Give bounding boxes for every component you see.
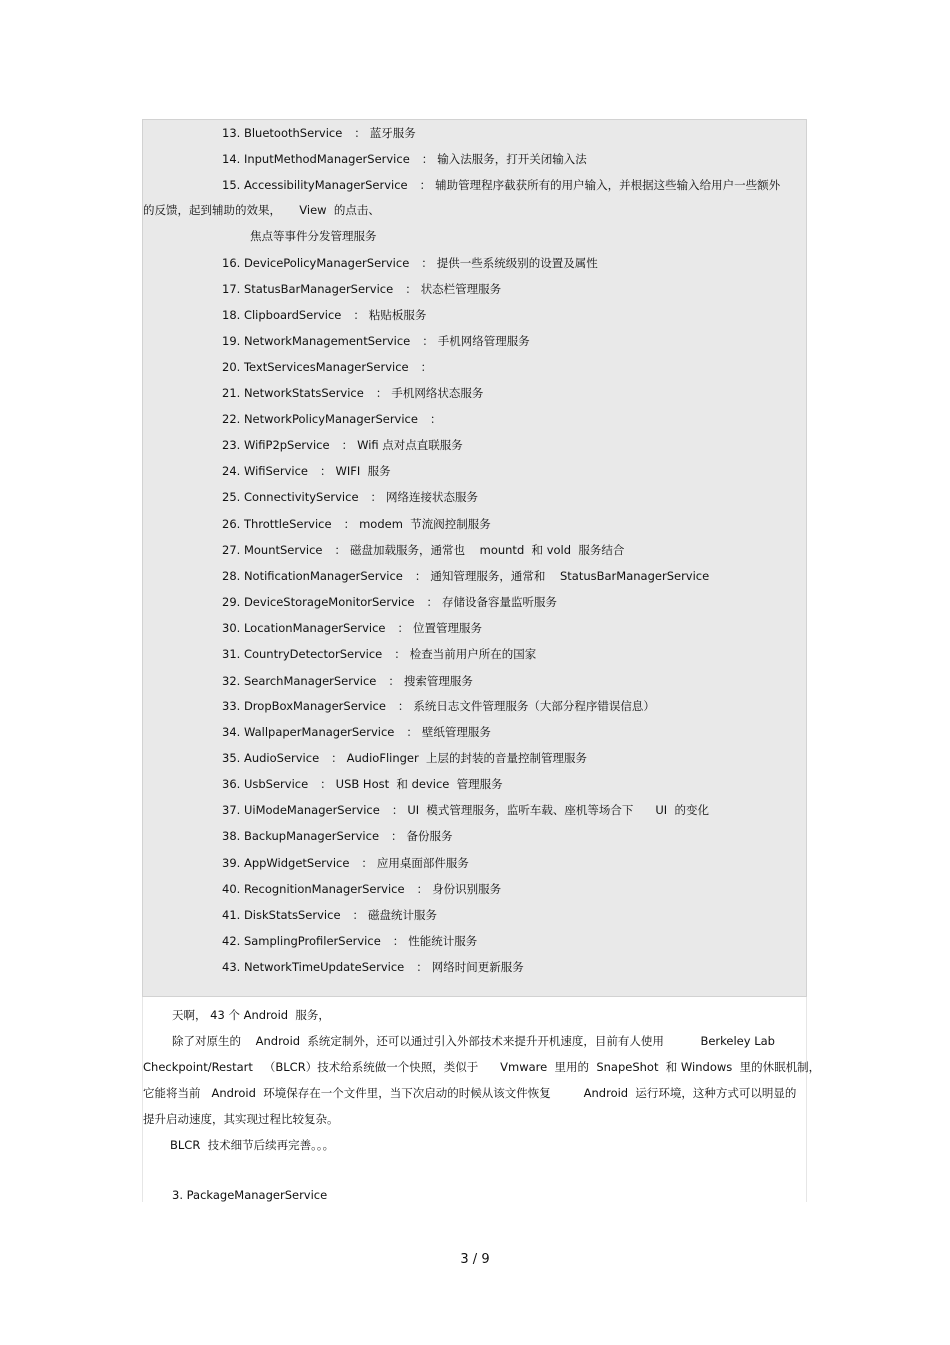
service-name: NetworkTimeUpdateService <box>243 960 405 974</box>
service-item <box>222 907 437 923</box>
service-separator: ： <box>391 803 404 817</box>
service-number: 21. <box>222 386 241 400</box>
service-separator: ： <box>334 543 346 557</box>
service-separator: ： <box>394 647 406 661</box>
service-name: MountService <box>243 543 323 557</box>
service-number: 22. <box>222 412 241 426</box>
paragraph-blcr-line-2: Checkpoint/Restart （BLCR）技术给系统做一个快照，类似于 Vmware 里用的 SnapeShot 和 Windows 里的休眠机制， <box>143 1060 821 1074</box>
service-item <box>222 125 416 141</box>
service-separator: ： <box>419 178 432 192</box>
service-description: 磁盘统计服务 <box>368 908 438 922</box>
service-name: WifiP2pService <box>243 438 330 452</box>
service-separator: ： <box>421 256 433 270</box>
service-separator: ： <box>426 595 438 609</box>
service-description: 粘贴板服务 <box>368 308 427 322</box>
service-number: 26. <box>222 517 241 531</box>
service-description: 手机网络状态服务 <box>391 386 484 400</box>
service-separator: ： <box>420 360 433 374</box>
paragraph-blcr-followup: BLCR 技术细节后续再完善。。。 <box>170 1138 335 1152</box>
service-description: modem 节流阀控制服务 <box>359 517 491 531</box>
section-heading: 3. PackageManagerService <box>172 1188 328 1202</box>
service-number: 42. <box>222 934 241 948</box>
paragraph-android-count: 天啊， 43 个 Android 服务， <box>172 1008 330 1022</box>
service-description: 网络连接状态服务 <box>386 490 479 504</box>
service-item <box>222 542 624 558</box>
service-number: 38. <box>222 829 241 843</box>
service-name: DevicePolicyManagerService <box>243 256 410 270</box>
paragraph-blcr-line-3: 它能将当前 Android 环境保存在一个文件里，当下次启动的时候从该文件恢复 Android 运行环境，这种方式可以明显的 <box>143 1086 797 1100</box>
service-name: InputMethodManagerService <box>243 152 410 166</box>
service-number: 39. <box>222 856 241 870</box>
service-name: StatusBarManagerService <box>243 282 394 296</box>
service-number: 29. <box>222 595 241 609</box>
service-separator: ： <box>331 751 343 765</box>
service-description: WIFI 服务 <box>335 464 391 478</box>
service-item <box>222 516 491 532</box>
service-separator: ： <box>353 308 365 322</box>
service-name: AccessibilityManagerService <box>243 178 408 192</box>
service-separator: ： <box>341 438 354 452</box>
service-separator: ： <box>352 908 365 922</box>
service-name: SearchManagerService <box>243 674 377 688</box>
service-description: 提供一些系统级别的设置及属性 <box>436 256 598 270</box>
service-item <box>222 489 478 505</box>
service-name: DiskStatsService <box>243 908 341 922</box>
service-number: 16. <box>222 256 241 270</box>
service-description: 系统日志文件管理服务（大部分程序错误信息） <box>413 699 655 713</box>
service-name: WifiService <box>243 464 309 478</box>
service-description: 输入法服务，打开关闭输入法 <box>437 152 587 166</box>
service-number: 14. <box>222 152 241 166</box>
service-15-continuation-2: 焦点等事件分发管理服务 <box>250 229 377 243</box>
service-name: DeviceStorageMonitorService <box>243 595 415 609</box>
service-item <box>222 594 557 610</box>
service-separator: ： <box>421 152 434 166</box>
service-description: 检查当前用户所在的国家 <box>409 647 537 661</box>
service-item <box>222 776 503 792</box>
service-number: 25. <box>222 490 241 504</box>
service-item <box>222 750 587 766</box>
service-number: 43. <box>222 960 241 974</box>
service-description: 通知管理服务，通常和 StatusBarManagerService <box>430 569 710 583</box>
service-item <box>222 385 483 401</box>
service-name: NetworkStatsService <box>243 386 364 400</box>
service-name: ThrottleService <box>243 517 332 531</box>
service-separator: ： <box>416 960 428 974</box>
service-name: RecognitionManagerService <box>243 882 405 896</box>
service-description: 性能统计服务 <box>408 934 478 948</box>
service-name: AudioService <box>243 751 320 765</box>
service-name: NetworkPolicyManagerService <box>243 412 418 426</box>
service-item <box>222 255 598 271</box>
service-number: 35. <box>222 751 241 765</box>
service-separator: ： <box>422 334 434 348</box>
service-number: 33. <box>222 699 241 713</box>
service-separator: ： <box>414 569 427 583</box>
service-description: 状态栏管理服务 <box>420 282 502 296</box>
service-item <box>222 828 453 844</box>
service-description: 备份服务 <box>406 829 453 843</box>
service-number: 32. <box>222 674 241 688</box>
service-item <box>222 698 655 714</box>
service-description: 磁盘加载服务，通常也 mountd 和 vold 服务结合 <box>350 543 625 557</box>
service-number: 17. <box>222 282 241 296</box>
service-item <box>222 437 463 453</box>
service-number: 28. <box>222 569 241 583</box>
service-description: 网络时间更新服务 <box>431 960 524 974</box>
service-name: ClipboardService <box>243 308 342 322</box>
service-description: 辅助管理程序截获所有的用户输入，并根据这些输入给用户一些额外 <box>435 178 781 192</box>
service-name: NetworkManagementService <box>243 334 411 348</box>
service-number: 15. <box>222 178 241 192</box>
paragraph-blcr-line-4: 提升启动速度，其实现过程比较复杂。 <box>143 1112 339 1126</box>
service-number: 13. <box>222 126 241 140</box>
service-15-continuation-1: 的反馈，起到辅助的效果， View 的点击、 <box>143 203 380 217</box>
service-number: 30. <box>222 621 241 635</box>
service-description: 位置管理服务 <box>413 621 483 635</box>
service-separator: ： <box>361 856 373 870</box>
service-separator: ： <box>370 490 383 504</box>
service-separator: ： <box>320 777 332 791</box>
service-name: BackupManagerService <box>243 829 380 843</box>
service-description: AudioFlinger 上层的封装的音量控制管理服务 <box>346 751 588 765</box>
service-description: USB Host 和 device 管理服务 <box>335 777 503 791</box>
service-item <box>222 177 780 193</box>
service-number: 37. <box>222 803 241 817</box>
service-separator: ： <box>405 282 417 296</box>
service-separator: ： <box>391 829 403 843</box>
service-item <box>222 281 501 297</box>
service-item <box>222 724 491 740</box>
service-item <box>222 673 473 689</box>
service-separator: ： <box>406 725 418 739</box>
service-item <box>222 620 482 636</box>
service-item <box>222 463 391 479</box>
service-separator: ： <box>416 882 429 896</box>
service-separator: ： <box>429 412 442 426</box>
service-separator: ： <box>354 126 366 140</box>
service-separator: ： <box>320 464 332 478</box>
service-number: 34. <box>222 725 241 739</box>
service-description: 蓝牙服务 <box>369 126 416 140</box>
service-separator: ： <box>388 674 400 688</box>
service-name: TextServicesManagerService <box>243 360 409 374</box>
service-separator: ： <box>392 934 405 948</box>
service-item <box>222 359 436 375</box>
service-separator: ： <box>397 621 410 635</box>
service-description: 壁纸管理服务 <box>421 725 491 739</box>
service-item <box>222 959 524 975</box>
service-item <box>222 151 587 167</box>
service-name: ConnectivityService <box>243 490 359 504</box>
service-name: WallpaperManagerService <box>243 725 395 739</box>
service-item <box>222 802 709 818</box>
service-item <box>222 881 501 897</box>
service-description: 应用桌面部件服务 <box>376 856 469 870</box>
service-number: 23. <box>222 438 241 452</box>
service-number: 41. <box>222 908 241 922</box>
service-item <box>222 933 477 949</box>
service-description: 存储设备容量监听服务 <box>442 595 557 609</box>
service-name: UiModeManagerService <box>243 803 380 817</box>
service-name: UsbService <box>243 777 309 791</box>
service-item <box>222 646 536 662</box>
service-number: 27. <box>222 543 241 557</box>
service-name: LocationManagerService <box>243 621 386 635</box>
service-description: 手机网络管理服务 <box>437 334 530 348</box>
service-description: 身份识别服务 <box>432 882 502 896</box>
service-item <box>222 307 426 323</box>
service-description: UI 模式管理服务，监听车载、座机等场合下 UI 的变化 <box>407 803 709 817</box>
service-name: SamplingProfilerService <box>243 934 381 948</box>
service-item <box>222 568 709 584</box>
service-name: AppWidgetService <box>243 856 350 870</box>
service-name: DropBoxManagerService <box>243 699 386 713</box>
service-number: 20. <box>222 360 241 374</box>
service-name: CountryDetectorService <box>243 647 383 661</box>
service-number: 18. <box>222 308 241 322</box>
service-item <box>222 333 530 349</box>
service-number: 19. <box>222 334 241 348</box>
service-number: 36. <box>222 777 241 791</box>
service-number: 31. <box>222 647 241 661</box>
service-name: BluetoothService <box>243 126 343 140</box>
service-separator: ： <box>375 386 388 400</box>
service-description: Wifi 点对点直联服务 <box>357 438 463 452</box>
service-separator: ： <box>343 517 356 531</box>
service-name: NotificationManagerService <box>243 569 403 583</box>
service-item <box>222 411 445 427</box>
page-number: 3 / 9 <box>460 1252 490 1267</box>
service-separator: ： <box>397 699 410 713</box>
service-item <box>222 855 469 871</box>
service-number: 40. <box>222 882 241 896</box>
service-description: 搜索管理服务 <box>403 674 473 688</box>
service-number: 24. <box>222 464 241 478</box>
paragraph-blcr-line-1: 除了对原生的 Android 系统定制外，还可以通过引入外部技术来提升开机速度，目前有人使用 Berkeley Lab <box>172 1034 775 1048</box>
